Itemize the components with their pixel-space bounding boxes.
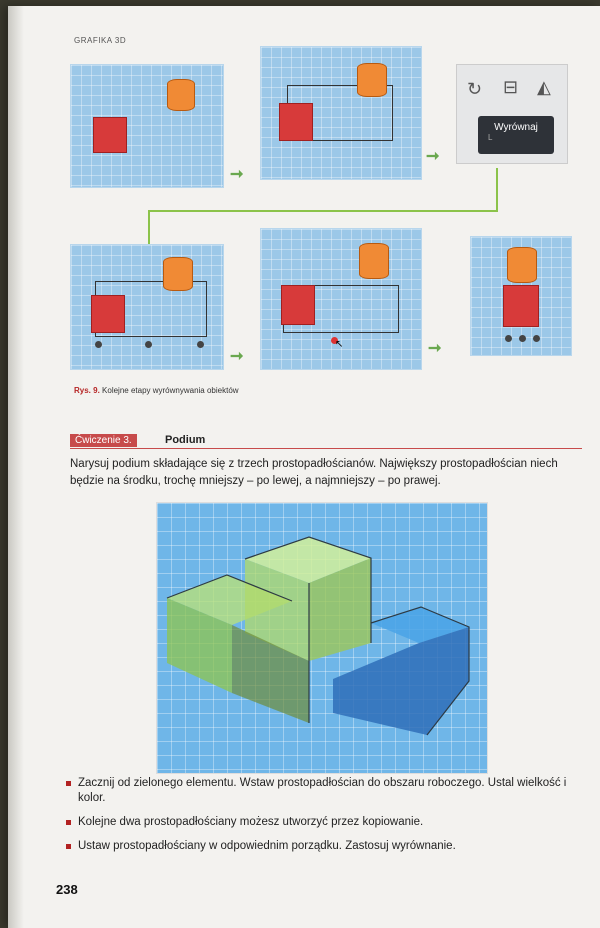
connector-line bbox=[148, 210, 150, 244]
panel-step-1 bbox=[70, 64, 224, 188]
red-cube bbox=[279, 103, 313, 141]
mirror-icon[interactable]: ◭ bbox=[537, 77, 551, 97]
page-number: 238 bbox=[56, 882, 78, 897]
orange-cylinder bbox=[167, 79, 195, 111]
red-cube bbox=[503, 285, 539, 327]
align-handle bbox=[197, 341, 204, 348]
red-cube bbox=[281, 285, 315, 325]
align-handle bbox=[519, 335, 526, 342]
podium-illustration bbox=[157, 503, 487, 773]
exercise-title: Podium bbox=[165, 434, 206, 446]
panel-step-5 bbox=[260, 228, 422, 370]
rotate-icon[interactable]: ↻ bbox=[467, 79, 483, 99]
orange-cylinder bbox=[507, 247, 537, 283]
arrow-right-icon: ➞ bbox=[428, 340, 442, 357]
list-item: Kolejne dwa prostopadłościany możesz utworzyć przez kopiowanie. bbox=[66, 815, 596, 830]
figure-caption-text: Kolejne etapy wyrównywania obiektów bbox=[102, 386, 239, 395]
figure-caption-prefix: Rys. 9. bbox=[74, 386, 100, 395]
page-fold-shadow bbox=[8, 6, 24, 928]
panel-step-6 bbox=[470, 236, 572, 356]
align-handle bbox=[95, 341, 102, 348]
arrow-right-icon: ➞ bbox=[230, 348, 244, 365]
list-item: Ustaw prostopadłościany w odpowiednim porządku. Zastosuj wyrównanie. bbox=[66, 839, 596, 854]
red-cube bbox=[91, 295, 125, 333]
align-icon[interactable]: ⊟ bbox=[503, 77, 519, 97]
align-handle bbox=[533, 335, 540, 342]
panel-step-4 bbox=[70, 244, 224, 370]
list-item: Zacznij od zielonego elementu. Wstaw prostopadłościan do obszaru roboczego. Ustal wielkość i kolor. bbox=[66, 776, 596, 806]
arrow-right-icon: ➞ bbox=[230, 166, 244, 183]
podium-scene bbox=[156, 502, 488, 774]
exercise-label: Ćwiczenie 3. bbox=[70, 434, 137, 447]
red-cube bbox=[93, 117, 127, 153]
orange-cylinder bbox=[359, 243, 389, 279]
align-tooltip bbox=[478, 116, 554, 154]
instruction-list bbox=[66, 776, 596, 863]
orange-cylinder bbox=[357, 63, 387, 97]
panel-step-2 bbox=[260, 46, 422, 180]
page-header: GRAFIKA 3D bbox=[74, 36, 127, 45]
connector-line bbox=[496, 168, 498, 212]
connector-line bbox=[148, 210, 498, 212]
tooltip-label: Wyrównaj bbox=[494, 122, 538, 133]
exercise-header bbox=[70, 434, 582, 449]
align-handle bbox=[145, 341, 152, 348]
orange-cylinder bbox=[163, 257, 193, 291]
arrow-right-icon: ➞ bbox=[426, 148, 440, 165]
textbook-page bbox=[8, 6, 600, 928]
align-handle bbox=[505, 335, 512, 342]
tooltip-sub: L bbox=[488, 133, 493, 142]
figure-caption bbox=[74, 386, 239, 395]
exercise-description: Narysuj podium składające się z trzech prostopadłościanów. Największy prostopadłościan niech będzie na środku, trochę mniejszy – po lewej, a najmniejszy – po prawej. bbox=[70, 458, 558, 487]
cursor-icon: ↖ bbox=[335, 339, 344, 350]
